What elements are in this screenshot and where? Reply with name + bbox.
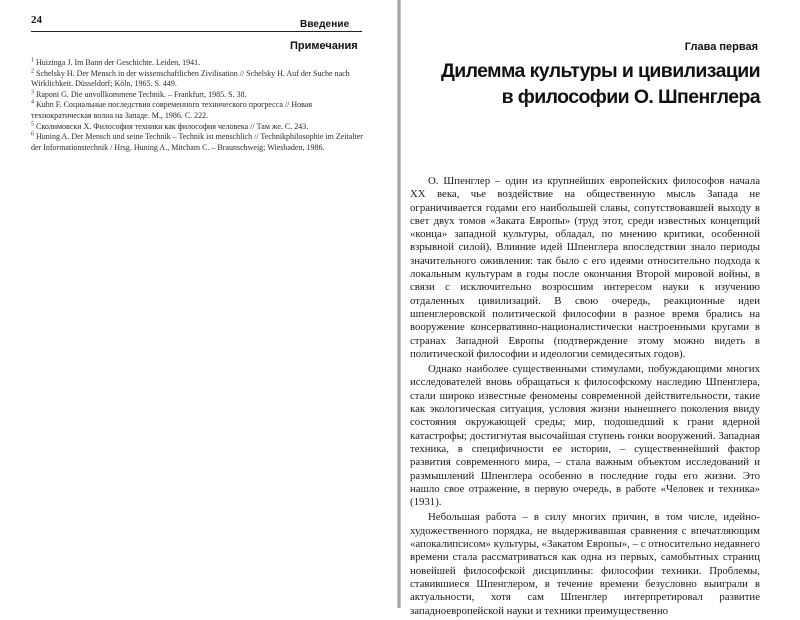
left-page [0, 0, 397, 608]
note-number: 1 [31, 57, 34, 64]
chapter-title-line: в философии О. Шпенглера [501, 86, 760, 108]
note-text: Huning A. Der Mensch und seine Technik – Technik ist menschlich // Technikphilosophie im Zeitalter der Informationstechnik / Hrsg. Huning A., Mitcham C. – Braunschweig; Wiesbaden, 1986. [31, 132, 363, 152]
paragraph: О. Шпенглер – один из крупнейших европейских философов начала XX века, чье воздействие на общественную мысль Запада не ограничивается годами его наибольшей славы, сопутствовавшей выходу в свет двух томов «Заката Европы» (труд этот, среди известных концепций «конца» западной культуры, обладал, по мнению критики, особенной взрывной силой). Влияние идей Шпенглера впоследствии знало периоды значительного оживления: так было с его идеями относительно подхода к локальным культурам в годы после окончания Второй мировой войны, в связи с исключительно возросшим интересом науки к изучению отдаленных цивилизаций. В свою очередь, реакционные идеи шпенглеровской политической философии в разное время брались на вооружение консервативно-националистически настроенными кругами в странах Западной Европы (подтверждение этому можно видеть в политической философии и идеологии семидесятых годов). [410, 175, 760, 360]
note-number: 2 [31, 67, 34, 74]
note-item [31, 132, 363, 153]
note-text: Huizinga J. Im Bann der Geschichte. Leiden, 1941. [36, 58, 201, 67]
page-number: 24 [31, 14, 42, 26]
running-head: Введение [300, 19, 350, 30]
notes-heading: Примечания [290, 40, 358, 52]
chapter-title-line: Дилемма культуры и цивилизации [440, 60, 760, 82]
note-item [31, 90, 363, 101]
note-number: 4 [31, 99, 34, 106]
paragraph: Однако наиболее существенными стимулами, побуждающими многих исследователей вновь обращаться к философскому наследию Шпенглера, стали широко известные феномены современной действительности, такие как экологическая ситуация, условия жизни нынешнего поколения ввиду состояния окружающей среды; мир, подошедший к грани ядерной катастрофы; достигнутая высочайшая ступень гонки вооружений. Западная техника, в специфичности ее истории, – существеннейший фактор развития современного мира, – стала важным объектом исследований и размышлений Шпенглера особенно в последние годы его жизни. Это нашло свое отражение, в первую очередь, в работе «Человек и техника» (1931). [410, 363, 760, 509]
note-number: 5 [31, 120, 34, 127]
notes-list [31, 58, 363, 153]
note-number: 6 [31, 131, 34, 138]
note-item [31, 58, 363, 69]
chapter-title [440, 58, 760, 110]
note-text: Kuhn F. Социальные последствия современного технического прогресса // Новая технократическая волна на Западе. М., 1986. С. 222. [31, 100, 312, 120]
header-rule [31, 31, 362, 32]
note-text: Raponi G. Die unvollkommene Technik. – Frankfurt, 1985. S. 38. [36, 89, 247, 99]
body-text [410, 175, 760, 620]
note-number: 3 [31, 89, 34, 96]
paragraph: Небольшая работа – в силу многих причин, в том числе, идейно-художественного порядка, не выдерживавшая сравнения с впечатляющим «апокалипсисом» культуры, «Закатом Европы», – с относительно недавнего времени стала рассматриваться как одна из первых, самобытных страниц новейшей философской дисциплины: философии техники. Проблемы, ставившиеся Шпенглером, в течение времени безусловно выиграли в актуальности, хотя сам Шпенглер интерпретировал развитие западноевропейской науки и техники преимущественно [410, 511, 760, 617]
note-text: Сколимовски Х. Философия техники как философия человека // Там же. С. 243. [36, 121, 309, 131]
right-page [401, 0, 800, 617]
chapter-label: Глава первая [684, 41, 758, 53]
note-text: Schelsky H. Der Mensch in der wissenschaftlichen Zivilisation // Schelsky H. Auf der Suche nach Wirklichkeit. Düsseldorf; Köln, 1965. S. 449. [31, 68, 350, 89]
note-item [31, 69, 363, 90]
note-item [31, 122, 363, 133]
note-item [31, 100, 363, 121]
